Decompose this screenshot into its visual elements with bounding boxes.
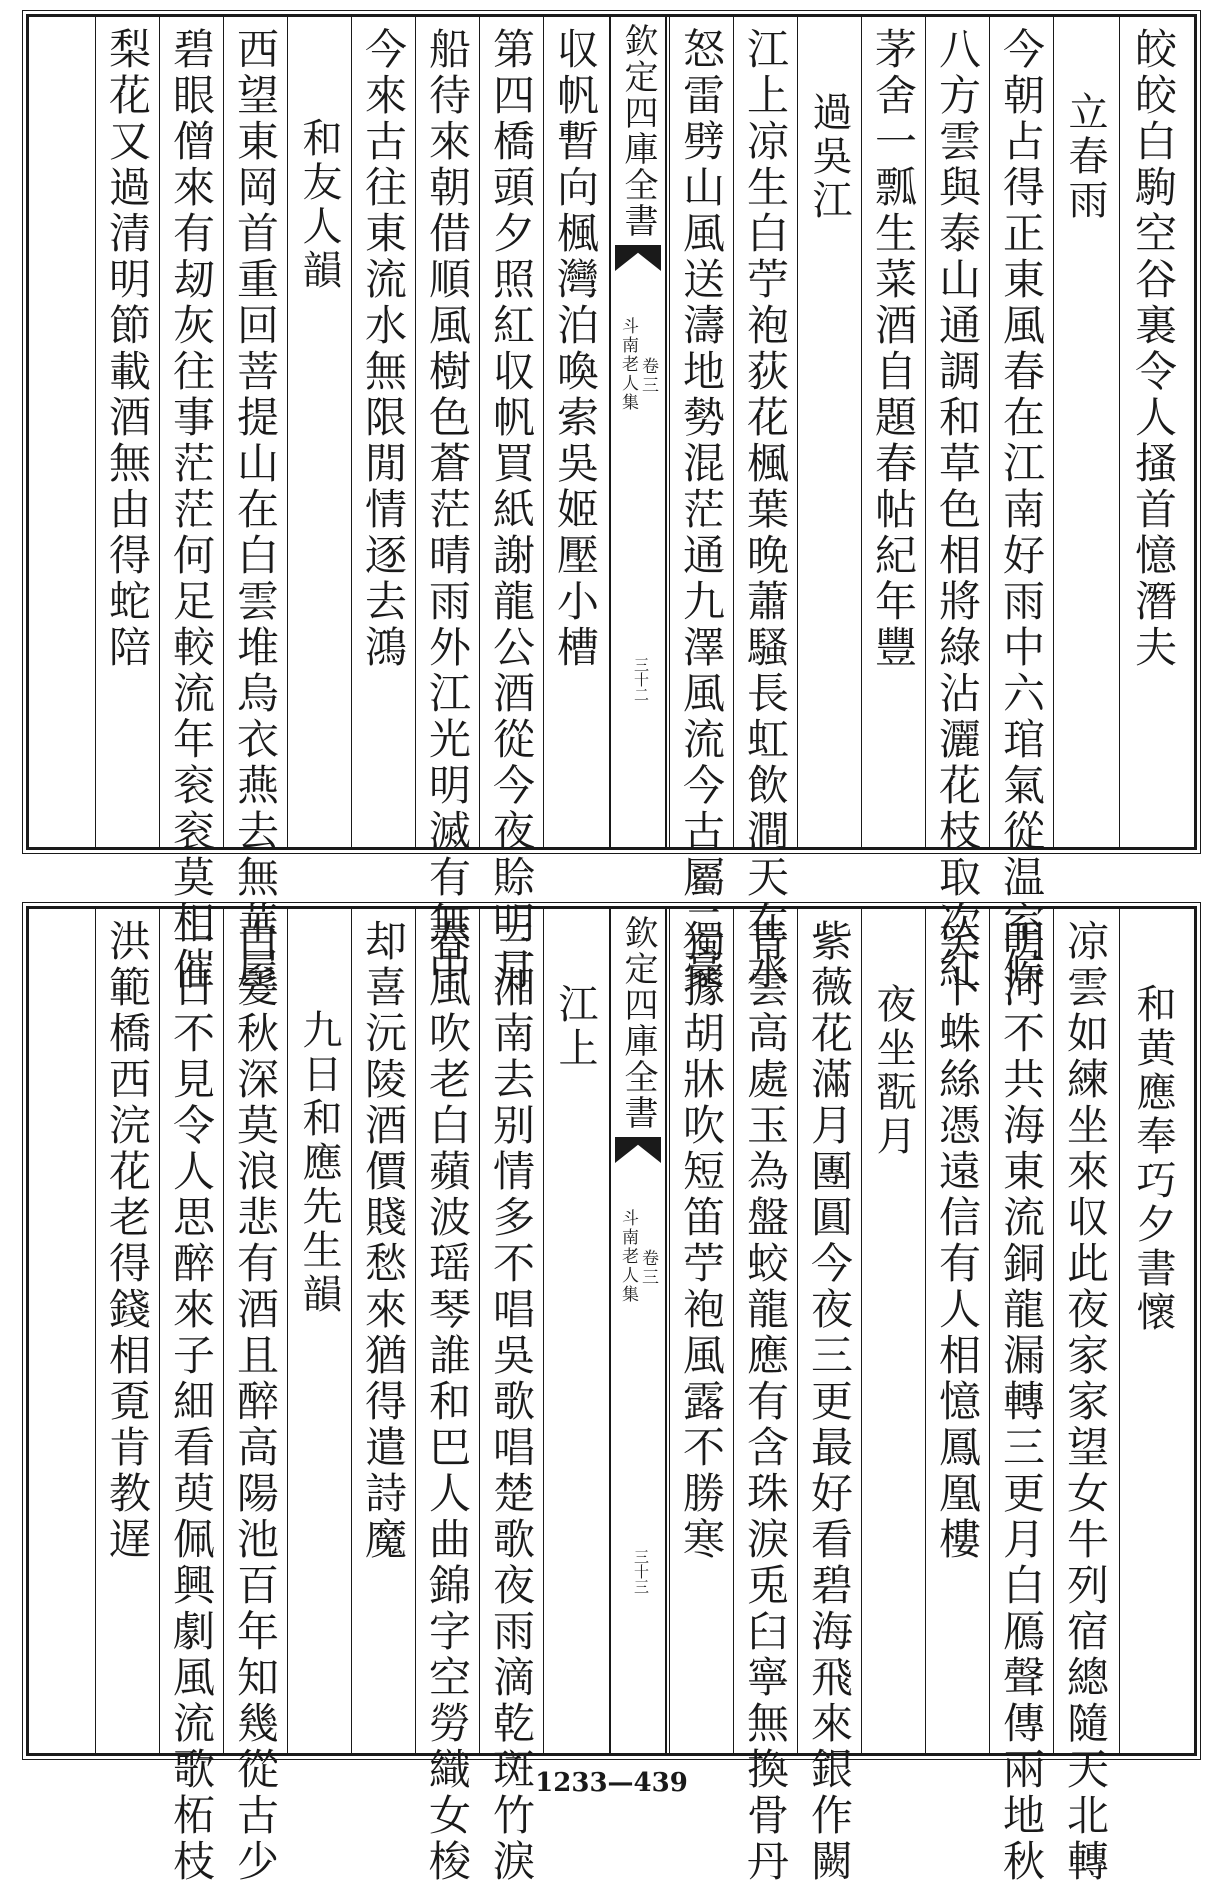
juan-label: 卷三 bbox=[638, 357, 658, 395]
poem-title: 過吳江 bbox=[806, 91, 852, 223]
edition-title: 欽定四庫全書 bbox=[618, 915, 658, 1131]
work-title: 斗南老人集 bbox=[618, 1209, 638, 1304]
text-column: 梨花又過清明節載酒無由得蛇陪 bbox=[103, 27, 152, 671]
text-column: 江上凉生白苧袍荻花楓葉晚蕭騷長虹飲澗天在水 bbox=[741, 27, 790, 993]
page-number: 三十二 bbox=[632, 657, 650, 702]
poem-title: 九日和應先生韻 bbox=[296, 1009, 342, 1317]
text-column: 凉雲如練坐來収此夜家家望女牛列宿總隨天北轉 bbox=[1061, 919, 1110, 1885]
center-fold bbox=[609, 909, 667, 1753]
text-column: 第四橋頭夕照紅収帆買紙謝龍公酒從今夜賒明月 bbox=[487, 27, 536, 993]
poem-title: 和友人韻 bbox=[296, 117, 342, 293]
work-title: 斗南老人集 bbox=[618, 317, 638, 412]
top-page-panel bbox=[26, 14, 1197, 993]
text-column: 西望東岡首重回菩提山在白雲堆烏衣燕去無華屋 bbox=[231, 27, 280, 993]
page-number: 三十三 bbox=[632, 1549, 650, 1594]
text-column: 収帆暫向楓灣泊喚索吳姬壓小槽 bbox=[551, 27, 600, 671]
text-column: 白髮秋深莫浪悲有酒且醉高陽池百年知幾從古少 bbox=[231, 919, 280, 1885]
text-column: 笑卜蛛絲憑遠信有人相憶鳳凰樓 bbox=[933, 919, 982, 1563]
text-column: 三湘南去别情多不唱吳歌唱楚歌夜雨滴乾斑竹淚 bbox=[487, 919, 536, 1885]
text-column: 八方雲與泰山通調和草色相將綠沾灑花枝取次紅 bbox=[933, 27, 982, 993]
fish-tail-mark bbox=[615, 245, 661, 271]
page-footer-number: 1233—439 bbox=[535, 1768, 688, 1798]
edition-title: 欽定四庫全書 bbox=[618, 23, 658, 239]
text-column: 怒雷劈山風送濤地勢混茫通九澤風流今古屬二豪 bbox=[677, 27, 726, 993]
text-column: 春風吹老白蘋波瑶琴誰和巴人曲錦字空勞織女梭 bbox=[423, 919, 472, 1885]
center-fold bbox=[609, 17, 667, 847]
text-column: 船待來朝借順風樹色蒼茫晴雨外江光明滅有無中 bbox=[423, 27, 472, 993]
text-column: 却喜沅陵酒價賤愁來猶得遣詩魔 bbox=[359, 919, 408, 1563]
text-column: 獨據胡牀吹短笛苧袍風露不勝寒 bbox=[677, 919, 726, 1563]
poem-title: 立春雨 bbox=[1062, 91, 1108, 223]
text-column: 洪範橋西浣花老得錢相覔肯教遅 bbox=[103, 919, 152, 1563]
text-column: 碧眼僧來有刼灰往事茫茫何足較流年衮衮莫相催 bbox=[167, 27, 216, 993]
text-column: 一日不見令人思醉來子細看萸佩興劇風流歌柘枝 bbox=[167, 919, 216, 1885]
poem-title: 江上 bbox=[552, 983, 598, 1071]
text-column: 皎皎白駒空谷裏令人搔首憶潛夫 bbox=[1129, 27, 1178, 671]
text-column: 今朝占得正東風春在江南好雨中六琯氣從温室候 bbox=[997, 27, 1046, 993]
poem-title: 夜坐翫月 bbox=[870, 983, 916, 1159]
juan-label: 卷三 bbox=[638, 1249, 658, 1287]
text-column: 今來古往東流水無限閒情逐去鴻 bbox=[359, 27, 408, 671]
fish-tail-mark bbox=[615, 1137, 661, 1163]
text-column: 青雲高處玉為盤蛟龍應有含珠淚兎臼寧無換骨丹 bbox=[741, 919, 790, 1885]
poem-title: 和黄應奉巧夕書懷 bbox=[1130, 983, 1176, 1335]
text-column: 茅舍一瓢生菜酒自題春帖紀年豐 bbox=[869, 27, 918, 671]
text-column: 明河不共海東流銅龍漏轉三更月白鴈聲傳兩地秋 bbox=[997, 919, 1046, 1885]
text-column: 紫薇花滿月團圓今夜三更最好看碧海飛來銀作闕 bbox=[805, 919, 854, 1885]
